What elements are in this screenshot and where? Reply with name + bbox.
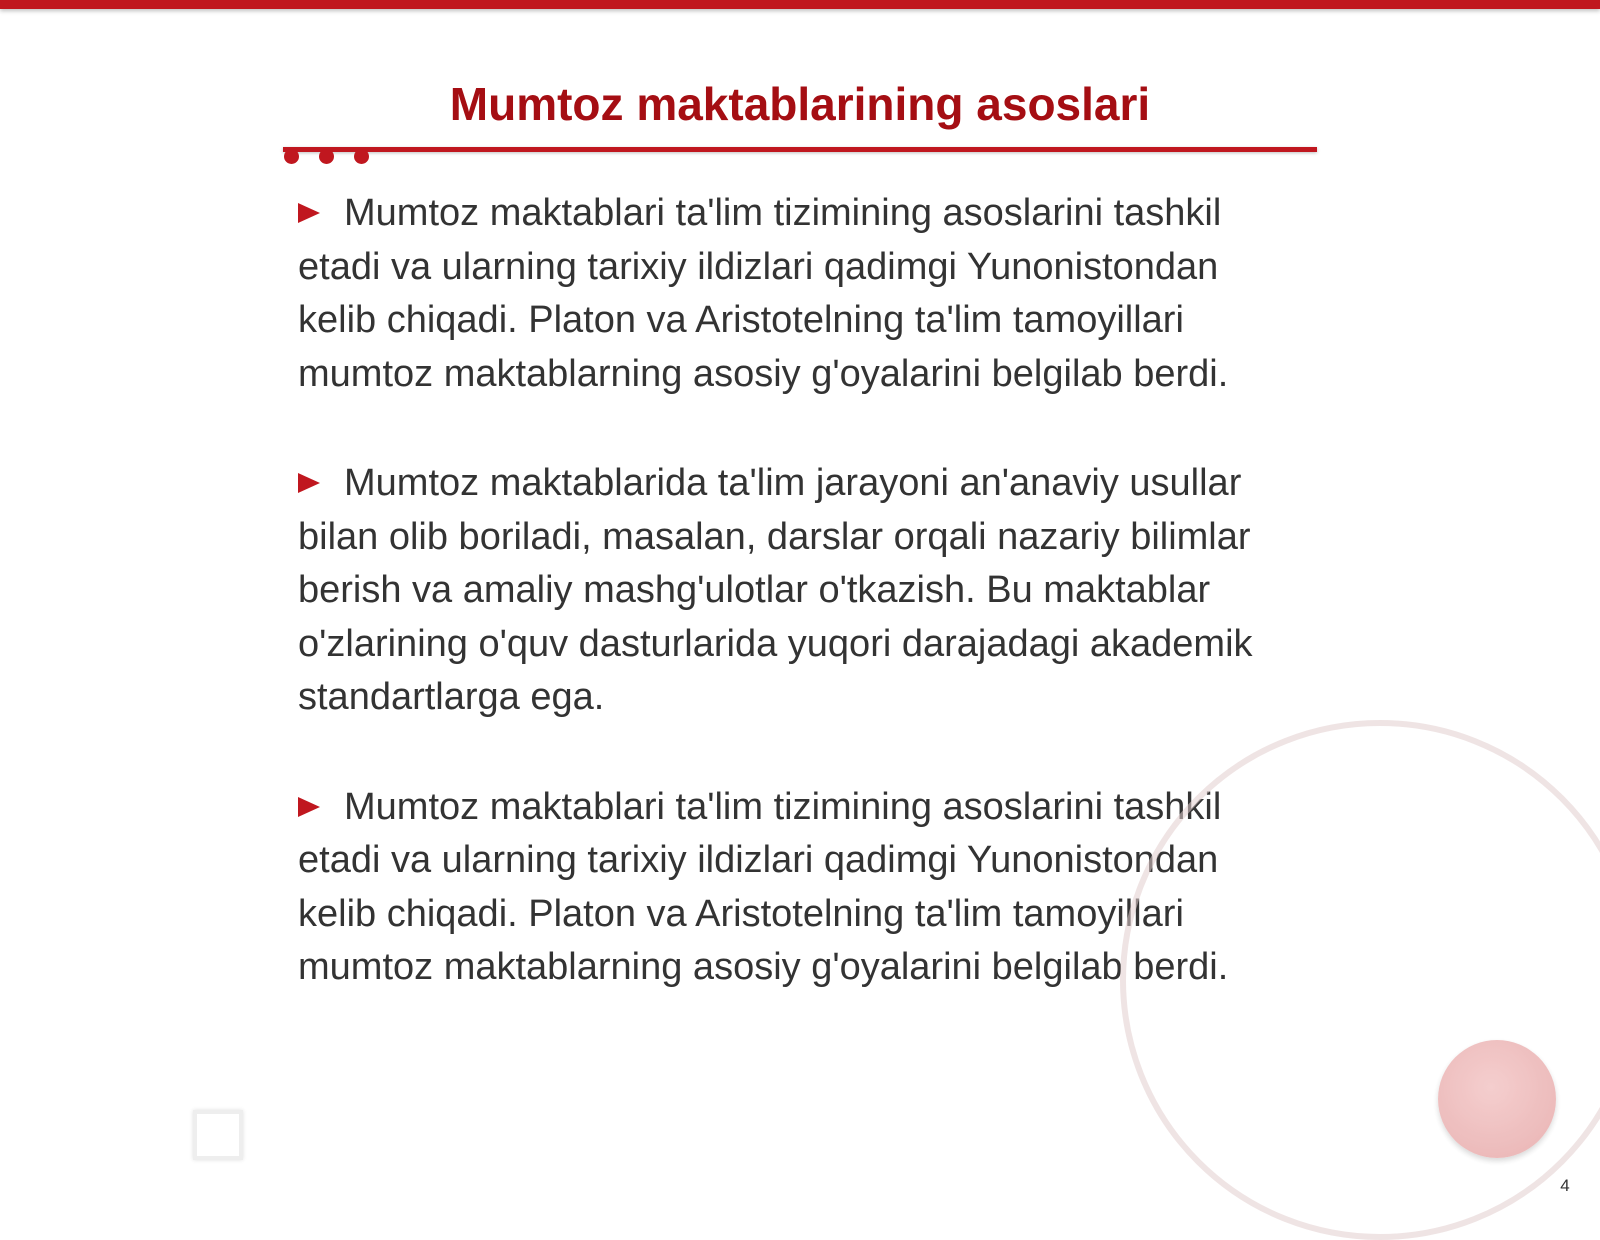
decorative-square <box>193 1110 243 1160</box>
slide-title: Mumtoz maktablarining asoslari <box>449 78 1151 130</box>
underline-dot <box>284 149 299 164</box>
top-accent-bar <box>0 0 1600 9</box>
triangle-bullet-icon <box>298 797 320 817</box>
underline-dot <box>319 149 334 164</box>
triangle-bullet-icon <box>298 203 320 223</box>
underline-dot <box>354 149 369 164</box>
bullet-text: Mumtoz maktablarida ta'lim jarayoni an'anaviy usullar bilan olib boriladi, masalan, darslar orqali nazariy bilimlar berish va amaliy mashg'ulotlar o'tkazish. Bu maktablar o'zlarining o'quv dasturlarida yuqori darajadagi akademik standartlarga ega. <box>298 462 1253 718</box>
title-underline <box>283 147 1317 152</box>
bullet-text: Mumtoz maktablari ta'lim tizimining asoslarini tashkil etadi va ularning tarixiy ildizlari qadimgi Yunonistondan kelib chiqadi. Platon va Aristotelning ta'lim tamoyillari mumtoz maktablarning asosiy g'oyalarini belgilab berdi. <box>298 192 1229 395</box>
bullet-item <box>298 457 1278 725</box>
page-number: 4 <box>1560 1176 1570 1195</box>
bullet-item <box>298 187 1278 401</box>
triangle-bullet-icon <box>298 473 320 493</box>
decorative-circle <box>1438 1040 1556 1158</box>
bullet-text: Mumtoz maktablari ta'lim tizimining asoslarini tashkil etadi va ularning tarixiy ildizlari qadimgi Yunonistondan kelib chiqadi. Platon va Aristotelning ta'lim tamoyillari mumtoz maktablarning asosiy g'oyalarini belgilab berdi. <box>298 785 1229 988</box>
